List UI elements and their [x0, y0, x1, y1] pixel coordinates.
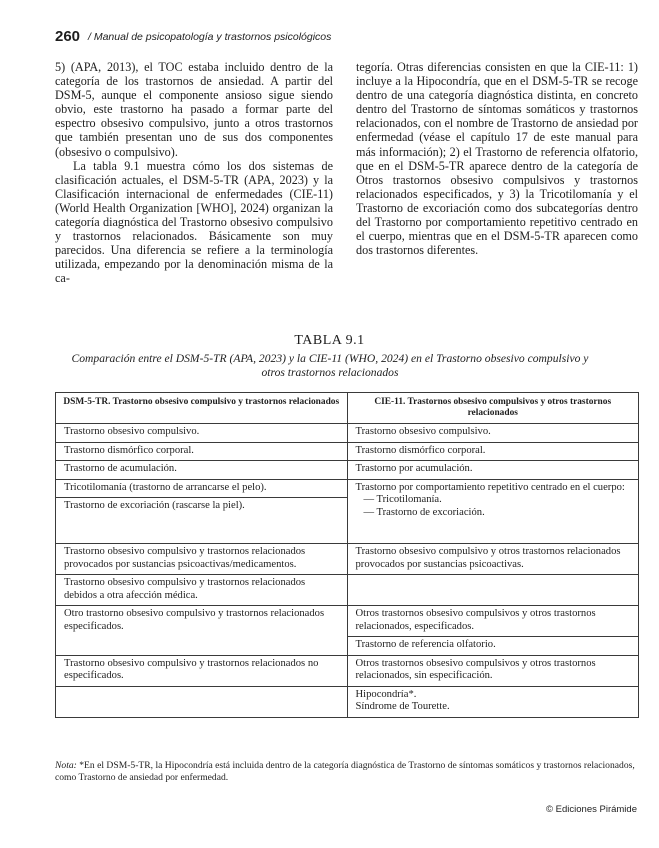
publisher-credit: © Ediciones Pirámide: [546, 804, 637, 815]
table-cell: Otro trastorno obsesivo compulsivo y trastornos relacionados especificados.: [56, 606, 348, 656]
table-cell-empty: [347, 575, 639, 606]
running-title: / Manual de psicopatología y trastornos psicológicos: [88, 31, 332, 43]
table-cell: Trastorno obsesivo compulsivo.: [347, 424, 639, 443]
table-header-row: [56, 393, 639, 424]
table-cell: Trastorno por acumulación.: [347, 461, 639, 480]
cell-subitem: — Trastorno de excoriación.: [363, 506, 485, 518]
table-row: [56, 655, 639, 686]
paragraph: tegoría. Otras diferencias consisten en que la CIE-11: 1) incluye a la Hipocondría, que en el DSM-5-TR se recoge dentro de una categoría diagnóstica distinta, en concreto dentro del Trastorno de síntomas somáticos y trastornos relacionados, con el nombre de Trastorno de ansiedad por enfermedad (véase el capítulo 17 de este manual para más información); 2) el Trastorno de referencia olfatorio, que en el DSM-5-TR aparece dentro de la categoría de Otros trastornos obsesivo compulsivos y trastornos relacionados especificados, y 3) la Tricotilomanía y el Trastorno de excoriación como dos subcategorías dentro del Trastorno por comportamiento repetitivo centrado en el cuerpo, mientras que en el DSM-5-TR aparecen como dos trastornos diferentes.: [356, 60, 638, 258]
column-header-dsm: DSM-5-TR. Trastorno obsesivo compulsivo y trastornos relacionados: [56, 393, 348, 424]
table-cell: Trastorno dismórfico corporal.: [347, 442, 639, 461]
footnote-text: *En el DSM-5-TR, la Hipocondría está incluida dentro de la categoría diagnóstica de Trastorno de síntomas somáticos y trastornos relacionados, como Trastorno de ansiedad por enfermedad.: [55, 760, 635, 783]
comparison-table: [55, 392, 639, 718]
cell-line: Trastorno por comportamiento repetitivo centrado en el cuerpo:: [355, 481, 625, 493]
table-row: [56, 686, 639, 717]
table-cell: Trastorno obsesivo compulsivo.: [56, 424, 348, 443]
table-row: [56, 544, 639, 575]
table-row: [56, 424, 639, 443]
table-row: [56, 479, 639, 498]
table-cell: Trastorno obsesivo compulsivo y trastornos relacionados provocados por sustancias psicoactivas/medicamentos.: [56, 544, 348, 575]
table-footnote: [55, 760, 641, 784]
cell-line: Hipocondría*.: [355, 688, 417, 700]
column-header-cie: CIE-11. Trastornos obsesivo compulsivos y otros trastornos relacionados: [347, 393, 639, 424]
table-cell: Trastorno obsesivo compulsivo y trastornos relacionados no especificados.: [56, 655, 348, 686]
table-cell: Trastorno de acumulación.: [56, 461, 348, 480]
page-header: [55, 28, 635, 48]
table-cell: [347, 479, 639, 544]
table-cell: Trastorno de referencia olfatorio.: [347, 637, 639, 656]
table-cell: Tricotilomanía (trastorno de arrancarse el pelo).: [56, 479, 348, 498]
table-cell: Otros trastornos obsesivo compulsivos y otros trastornos relacionados, especificados.: [347, 606, 639, 637]
paragraph: 5) (APA, 2013), el TOC estaba incluido dentro de la categoría de los trastornos de ansiedad. A partir del DSM-5, aunque el componente ansioso sigue siendo obvio, este trastorno ha pasado a formar parte del espectro obsesivo compulsivo, junto a otros trastornos que también presentan uno de sus dos componentes (obsesivo o compulsivo).: [55, 60, 333, 159]
paragraph: La tabla 9.1 muestra cómo los dos sistemas de clasificación actuales, el DSM-5-TR (APA, 2023) y la Clasificación internacional de enfermedades (CIE-11) (World Health Organization [WHO], 2024) organizan la categoría diagnóstica del Trastorno obsesivo compulsivo y trastornos relacionados. Básicamente son muy parecidos. Una diferencia se refiere a la terminología utilizada, empezando por la denominación misma de la ca-: [55, 158, 333, 286]
right-column: [356, 60, 638, 257]
table-cell-empty: [56, 686, 348, 717]
table-caption: Comparación entre el DSM-5-TR (APA, 2023) y la CIE-11 (WHO, 2024) en el Trastorno obsesivo compulsivo y otros trastornos relacionados: [71, 352, 589, 379]
table-cell: Trastorno de excoriación (rascarse la piel).: [56, 498, 348, 544]
table-row: [56, 606, 639, 637]
page-number: 260: [55, 28, 81, 45]
left-column: [55, 60, 333, 286]
cell-subitem: — Tricotilomanía.: [363, 494, 442, 505]
footnote-label: Nota:: [55, 760, 77, 771]
table-row: [56, 461, 639, 480]
table-cell: Trastorno obsesivo compulsivo y trastornos relacionados debidos a otra afección médica.: [56, 575, 348, 606]
table-cell: Trastorno dismórfico corporal.: [56, 442, 348, 461]
table-cell: Trastorno obsesivo compulsivo y otros trastornos relacionados provocados por sustancias psicoactivas.: [347, 544, 639, 575]
table-row: [56, 575, 639, 606]
table-label: TABLA 9.1: [294, 333, 365, 348]
cell-line: Síndrome de Tourette.: [355, 701, 450, 712]
table-cell: [347, 686, 639, 717]
table-row: [56, 442, 639, 461]
table-cell: Otros trastornos obsesivo compulsivos y otros trastornos relacionados, sin especificación.: [347, 655, 639, 686]
